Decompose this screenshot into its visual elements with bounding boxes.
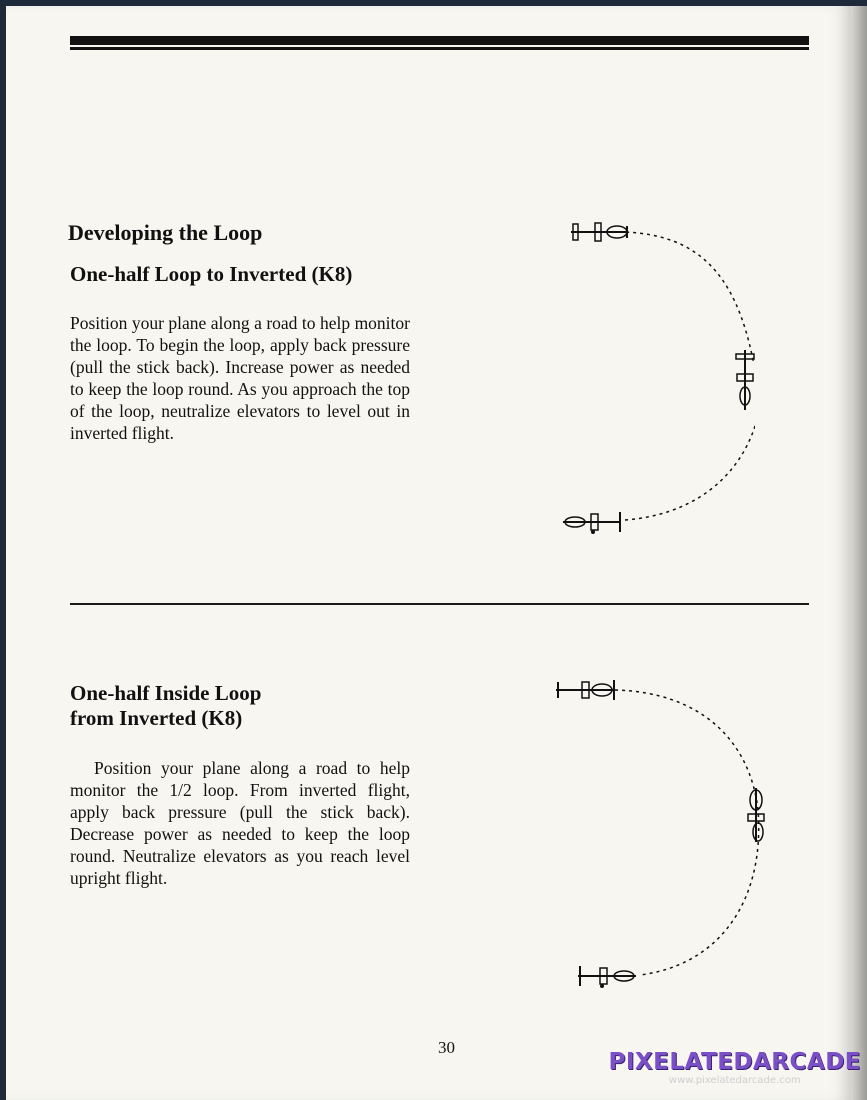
- watermark: [608, 1049, 861, 1086]
- section-heading: Developing the Loop: [68, 220, 263, 245]
- plane-icon-upright-bottom: [563, 512, 621, 534]
- watermark-title: PIXELATEDARCADE: [608, 1049, 861, 1075]
- book-spine-edge: [851, 6, 867, 1100]
- half-loop-diagram: [555, 210, 755, 540]
- loop-path-2: [615, 690, 759, 975]
- maneuver-2-title-line1: One-half Inside Loop: [70, 681, 262, 705]
- plane-icon-inverted-start: [556, 680, 614, 700]
- page-number: 30: [438, 1038, 455, 1057]
- section-divider: [70, 603, 809, 605]
- watermark-url: www.pixelatedarcade.com: [668, 1075, 801, 1086]
- maneuver-1-title: One-half Loop to Inverted (K8): [70, 262, 353, 286]
- maneuver-2-title-line2: from Inverted (K8): [70, 706, 243, 730]
- plane-icon-vertical: [736, 350, 754, 410]
- half-inside-loop-diagram: [550, 670, 780, 1000]
- plane-icon-upright-finish: [578, 966, 636, 988]
- maneuver-1-description: Position your plane along a road to help monitor the loop. To begin the loop, apply back pressure (pull the stick back). Increase power as needed to keep the loop round. As you approach the top of the loop, neutralize elevators to level out in inverted flight.: [70, 313, 410, 443]
- loop-path-1: [625, 232, 755, 520]
- plane-icon-inverted-top: [571, 223, 627, 241]
- plane-icon-descending: [748, 788, 764, 842]
- maneuver-2-description: Position your plane along a road to help monitor the 1/2 loop. From inverted flight, apply back pressure (pull the stick back). Decrease power as needed to keep the loop round. Neutralize elevators as you reach level upright flight.: [70, 758, 410, 888]
- header-rule: [70, 36, 809, 47]
- maneuver-2-title: [70, 681, 261, 731]
